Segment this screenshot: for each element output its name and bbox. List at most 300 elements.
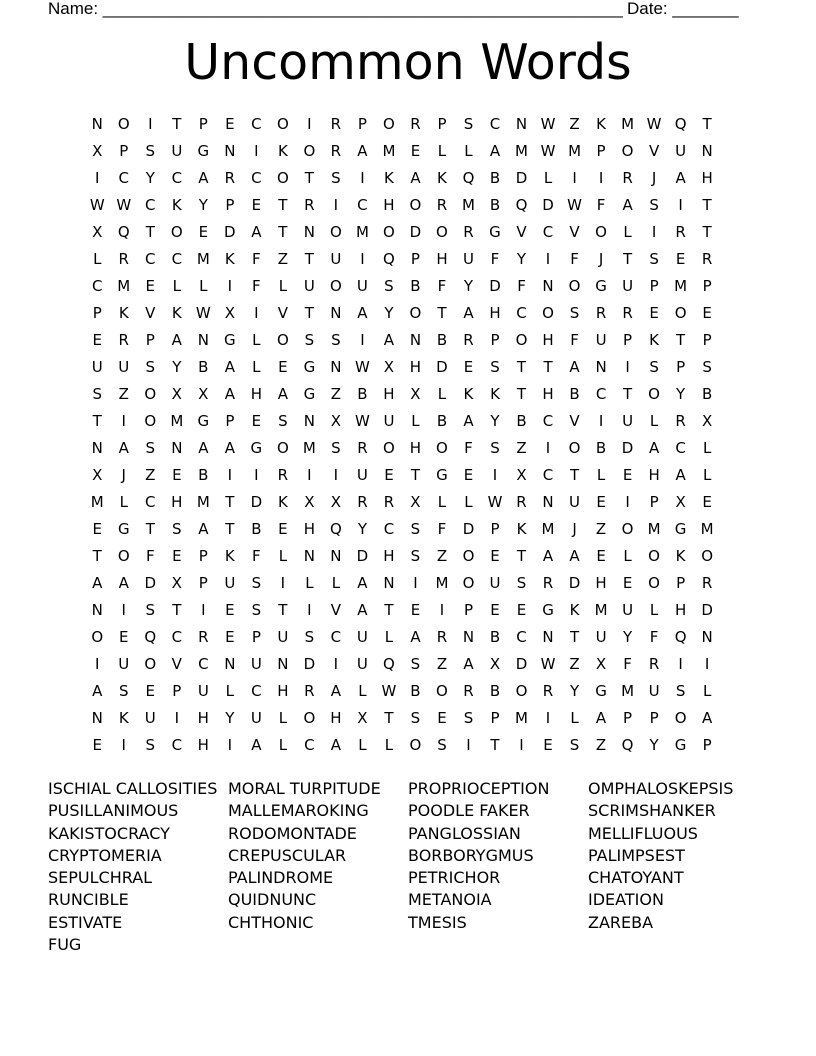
grid-letter: I xyxy=(360,331,365,349)
grid-letter: D xyxy=(409,223,422,241)
grid-letter: P xyxy=(463,601,473,619)
grid-letter: U xyxy=(489,574,501,592)
grid-letter: M xyxy=(462,196,475,214)
grid-letter: T xyxy=(145,520,155,538)
grid-letter: Y xyxy=(490,412,500,430)
grid-letter: A xyxy=(224,439,235,457)
word-list-item: KAKISTOCRACY xyxy=(48,823,170,843)
grid-letter: I xyxy=(519,736,524,754)
grid-letter: T xyxy=(225,520,235,538)
grid-letter: I xyxy=(413,574,418,592)
grid-letter: E xyxy=(596,547,606,565)
grid-letter: O xyxy=(462,547,475,565)
grid-letter: L xyxy=(570,709,579,727)
grid-letter: T xyxy=(569,466,580,484)
grid-letter: X xyxy=(489,655,501,673)
grid-letter: Y xyxy=(622,628,633,646)
grid-letter: Q xyxy=(674,115,687,133)
grid-letter: G xyxy=(197,412,210,430)
grid-letter: U xyxy=(303,277,315,295)
grid-letter: X xyxy=(410,493,421,511)
grid-letter: F xyxy=(596,196,606,214)
grid-letter: N xyxy=(171,439,183,457)
grid-letter: I xyxy=(121,601,126,619)
grid-letter: E xyxy=(172,466,182,484)
grid-letter: E xyxy=(384,466,394,484)
grid-letter: X xyxy=(92,223,103,241)
grid-letter: K xyxy=(277,493,288,511)
word-list-item: IDEATION xyxy=(588,890,664,910)
grid-letter: R xyxy=(357,439,368,457)
grid-letter: O xyxy=(144,412,157,430)
grid-letter: M xyxy=(700,520,714,538)
grid-letter: T xyxy=(384,601,394,619)
grid-letter: O xyxy=(515,682,528,700)
grid-letter: L xyxy=(252,331,261,349)
grid-letter: A xyxy=(569,547,580,565)
grid-letter: E xyxy=(410,142,421,160)
grid-letter: K xyxy=(490,385,500,403)
grid-letter: G xyxy=(595,682,607,700)
grid-letter: L xyxy=(437,493,447,511)
grid-letter: T xyxy=(702,223,712,241)
grid-letter: X xyxy=(701,412,713,430)
grid-letter: A xyxy=(357,304,368,322)
grid-letter: E xyxy=(225,628,235,646)
grid-letter: O xyxy=(383,439,395,457)
grid-letter: N xyxy=(330,547,342,565)
grid-letter: C xyxy=(171,736,183,754)
grid-letter: S xyxy=(437,736,447,754)
grid-letter: R xyxy=(330,115,342,133)
word-list-item: CHATOYANT xyxy=(588,868,684,888)
grid-letter: K xyxy=(463,385,474,403)
grid-letter: C xyxy=(304,736,315,754)
grid-letter: G xyxy=(489,223,501,241)
grid-letter: S xyxy=(145,736,156,754)
grid-letter: K xyxy=(596,115,606,133)
grid-letter: O xyxy=(462,574,475,592)
grid-letter: E xyxy=(596,493,606,511)
grid-letter: E xyxy=(145,682,156,700)
grid-letter: D xyxy=(568,574,581,592)
grid-letter: K xyxy=(437,169,447,187)
grid-letter: Z xyxy=(277,250,288,268)
letter-grid xyxy=(84,111,720,759)
grid-letter: S xyxy=(649,358,659,376)
grid-letter: H xyxy=(197,709,209,727)
grid-letter: X xyxy=(383,358,395,376)
grid-letter: I xyxy=(678,655,683,673)
grid-letter: R xyxy=(118,250,129,268)
grid-letter: E xyxy=(172,547,182,565)
grid-letter: P xyxy=(490,709,500,727)
grid-letter: O xyxy=(674,709,687,727)
word-list-item xyxy=(408,934,588,956)
grid-letter: S xyxy=(92,385,103,403)
grid-letter: D xyxy=(489,277,501,295)
grid-letter: P xyxy=(649,277,659,295)
grid-letter: B xyxy=(701,385,713,403)
grid-letter: I xyxy=(545,709,551,727)
grid-letter: O xyxy=(621,142,634,160)
word-list-item: MORAL TURPITUDE xyxy=(228,779,381,798)
grid-letter: Y xyxy=(172,358,182,376)
grid-letter: S xyxy=(251,601,262,619)
grid-letter: T xyxy=(622,250,633,268)
grid-letter: L xyxy=(252,358,261,376)
grid-letter: A xyxy=(542,547,554,565)
word-list-item: PALIMPSEST xyxy=(588,845,685,865)
grid-letter: O xyxy=(674,304,687,322)
word-list-item: PETRICHOR xyxy=(408,868,501,888)
grid-letter: B xyxy=(595,439,607,457)
grid-letter: X xyxy=(198,385,209,403)
grid-letter: A xyxy=(330,682,342,700)
grid-letter: X xyxy=(595,655,607,673)
word-list-item: OMPHALOSKEPSIS xyxy=(588,779,734,798)
grid-letter: M xyxy=(196,493,210,511)
grid-letter: M xyxy=(674,277,688,295)
grid-letter: F xyxy=(464,439,473,457)
grid-letter: I xyxy=(121,412,126,430)
grid-letter: U xyxy=(118,655,130,673)
grid-letter: P xyxy=(596,142,606,160)
grid-letter: I xyxy=(651,223,657,241)
grid-letter: N xyxy=(91,709,103,727)
grid-letter: I xyxy=(95,169,100,187)
grid-letter: E xyxy=(198,223,209,241)
grid-letter: N xyxy=(542,493,554,511)
grid-letter: S xyxy=(516,574,527,592)
grid-letter: W xyxy=(540,655,556,673)
grid-letter: L xyxy=(411,412,420,430)
grid-letter: M xyxy=(382,142,396,160)
word-list-item xyxy=(228,934,408,956)
grid-letter: P xyxy=(676,574,686,592)
grid-letter: U xyxy=(462,250,474,268)
grid-letter: I xyxy=(121,736,126,754)
grid-letter: B xyxy=(198,358,209,376)
grid-letter: H xyxy=(542,331,554,349)
grid-letter: H xyxy=(277,682,289,700)
grid-letter: R xyxy=(383,493,395,511)
grid-letter: L xyxy=(93,250,102,268)
word-list-item: MALLEMAROKING xyxy=(228,801,369,821)
grid-letter: P xyxy=(119,142,129,160)
grid-letter: W xyxy=(540,142,556,160)
grid-letter: I xyxy=(360,169,365,187)
grid-letter: U xyxy=(356,277,368,295)
grid-letter: N xyxy=(303,547,315,565)
grid-letter: S xyxy=(172,520,182,538)
grid-letter: S xyxy=(649,196,659,214)
grid-letter: U xyxy=(277,628,289,646)
grid-letter: A xyxy=(410,628,421,646)
grid-letter: E xyxy=(675,250,686,268)
grid-letter: A xyxy=(330,736,342,754)
grid-letter: U xyxy=(622,277,634,295)
grid-letter: N xyxy=(701,628,713,646)
grid-letter: C xyxy=(542,466,554,484)
grid-letter: C xyxy=(145,250,156,268)
grid-letter: F xyxy=(490,250,500,268)
grid-letter: X xyxy=(92,142,103,160)
grid-letter: T xyxy=(622,385,633,403)
grid-letter: M xyxy=(647,520,661,538)
grid-letter: C xyxy=(383,520,395,538)
grid-letter: U xyxy=(595,331,607,349)
grid-letter: S xyxy=(569,304,580,322)
grid-letter: T xyxy=(516,358,527,376)
grid-letter: U xyxy=(250,709,262,727)
grid-letter: Q xyxy=(515,196,528,214)
grid-letter: O xyxy=(436,682,448,700)
word-list-item: SCRIMSHANKER xyxy=(588,801,716,821)
grid-letter: C xyxy=(675,439,686,457)
grid-letter: E xyxy=(463,466,474,484)
grid-letter: N xyxy=(462,628,475,646)
grid-letter: H xyxy=(383,196,395,214)
grid-letter: H xyxy=(701,169,713,187)
grid-letter: F xyxy=(252,547,261,565)
grid-letter: I xyxy=(201,601,206,619)
grid-letter: S xyxy=(145,439,156,457)
grid-letter: O xyxy=(383,115,395,133)
grid-letter: P xyxy=(225,412,235,430)
word-list-item: POODLE FAKER xyxy=(408,801,530,821)
grid-letter: F xyxy=(252,277,261,295)
grid-letter: M xyxy=(117,277,131,295)
grid-letter: K xyxy=(118,709,129,727)
grid-letter: E xyxy=(490,547,500,565)
grid-letter: B xyxy=(489,196,501,214)
grid-letter: O xyxy=(144,655,157,673)
grid-letter: T xyxy=(702,115,712,133)
grid-letter: W xyxy=(354,412,370,430)
grid-letter: I xyxy=(625,358,630,376)
grid-letter: M xyxy=(355,223,369,241)
grid-letter: U xyxy=(648,682,660,700)
grid-letter: E xyxy=(278,358,288,376)
grid-letter: O xyxy=(329,223,342,241)
word-list-item: RODOMONTADE xyxy=(228,823,357,843)
grid-letter: I xyxy=(333,466,339,484)
name-field-label: Name: _______________________________________________________ xyxy=(48,0,623,18)
grid-letter: O xyxy=(648,547,660,565)
grid-letter: F xyxy=(437,277,447,295)
grid-letter: H xyxy=(303,520,316,538)
grid-letter: Z xyxy=(595,736,607,754)
grid-letter: N xyxy=(383,574,395,592)
grid-letter: O xyxy=(436,439,448,457)
word-list-item: ESTIVATE xyxy=(48,912,123,932)
grid-letter: R xyxy=(198,628,209,646)
grid-letter: L xyxy=(464,142,473,160)
grid-letter: H xyxy=(674,601,687,619)
grid-letter: K xyxy=(224,547,235,565)
grid-letter: A xyxy=(92,682,103,700)
grid-letter: H xyxy=(595,574,607,592)
grid-letter: X xyxy=(224,304,235,322)
grid-letter: R xyxy=(357,493,368,511)
grid-letter: Q xyxy=(117,223,130,241)
grid-letter: O xyxy=(648,574,660,592)
word-list-item: CRYPTOMERIA xyxy=(48,845,162,865)
grid-letter: X xyxy=(330,493,342,511)
grid-letter: S xyxy=(490,358,500,376)
grid-letter: M xyxy=(568,142,582,160)
grid-letter: B xyxy=(516,412,527,430)
grid-letter: E xyxy=(437,709,447,727)
grid-letter: L xyxy=(464,493,473,511)
word-list xyxy=(48,778,768,956)
word-list-item: ISCHIAL CALLOSITIES xyxy=(48,779,218,798)
grid-letter: P xyxy=(623,331,633,349)
grid-letter: V xyxy=(330,601,342,619)
grid-letter: O xyxy=(91,628,104,646)
grid-letter: Z xyxy=(118,385,129,403)
grid-letter: F xyxy=(437,520,447,538)
grid-letter: D xyxy=(436,358,448,376)
grid-letter: N xyxy=(330,304,342,322)
grid-letter: I xyxy=(704,655,710,673)
grid-letter: Q xyxy=(621,736,634,754)
grid-letter: I xyxy=(678,196,683,214)
grid-letter: S xyxy=(384,277,394,295)
grid-letter: W xyxy=(116,196,132,214)
grid-letter: A xyxy=(463,304,474,322)
grid-letter: C xyxy=(145,196,156,214)
grid-letter: E xyxy=(92,520,102,538)
grid-letter: P xyxy=(702,331,712,349)
grid-letter: A xyxy=(357,574,368,592)
grid-letter: O xyxy=(117,547,130,565)
grid-letter: K xyxy=(171,304,182,322)
grid-letter: K xyxy=(649,331,659,349)
date-field-label: Date: _______ xyxy=(627,0,739,18)
grid-letter: X xyxy=(675,493,686,511)
grid-letter: A xyxy=(357,601,368,619)
grid-letter: W xyxy=(195,304,211,322)
grid-letter: H xyxy=(383,547,395,565)
grid-letter: A xyxy=(701,709,713,727)
grid-letter: B xyxy=(489,682,501,700)
word-list-item: FUG xyxy=(48,935,82,955)
grid-letter: O xyxy=(409,736,422,754)
grid-letter: P xyxy=(649,709,659,727)
word-list-item: PANGLOSSIAN xyxy=(408,823,521,843)
grid-letter: F xyxy=(252,250,261,268)
grid-letter: L xyxy=(278,277,288,295)
grid-letter: I xyxy=(280,574,286,592)
grid-letter: K xyxy=(277,142,288,160)
grid-letter: F xyxy=(570,331,579,349)
grid-letter: Z xyxy=(436,655,448,673)
grid-letter: I xyxy=(174,709,180,727)
grid-letter: T xyxy=(702,196,712,214)
grid-letter: C xyxy=(92,277,103,295)
grid-letter: I xyxy=(333,196,339,214)
grid-letter: I xyxy=(545,250,551,268)
grid-letter: G xyxy=(303,358,316,376)
grid-letter: U xyxy=(595,628,607,646)
grid-letter: F xyxy=(570,250,579,268)
grid-letter: W xyxy=(540,115,556,133)
word-list-item: QUIDNUNC xyxy=(228,890,317,910)
grid-letter: I xyxy=(148,115,153,133)
grid-letter: H xyxy=(409,439,422,457)
grid-letter: X xyxy=(516,466,527,484)
grid-letter: T xyxy=(410,466,421,484)
grid-letter: S xyxy=(119,682,129,700)
grid-letter: P xyxy=(702,277,712,295)
grid-letter: Z xyxy=(516,439,527,457)
grid-letter: L xyxy=(623,547,632,565)
grid-letter: M xyxy=(621,115,635,133)
grid-letter: R xyxy=(330,142,342,160)
grid-letter: Q xyxy=(329,520,342,538)
grid-letter: K xyxy=(384,169,394,187)
grid-letter: E xyxy=(92,331,102,349)
grid-letter: R xyxy=(463,223,474,241)
grid-letter: W xyxy=(487,493,503,511)
grid-letter: I xyxy=(466,736,471,754)
grid-letter: T xyxy=(145,223,155,241)
grid-letter: D xyxy=(224,223,236,241)
grid-letter: H xyxy=(330,709,342,727)
grid-letter: O xyxy=(542,304,554,322)
grid-letter: Y xyxy=(463,277,474,295)
grid-letter: O xyxy=(276,115,289,133)
grid-letter: C xyxy=(251,115,262,133)
grid-letter: M xyxy=(196,250,210,268)
grid-letter: T xyxy=(278,223,288,241)
grid-letter: P xyxy=(357,115,367,133)
grid-letter: T xyxy=(278,601,288,619)
grid-letter: L xyxy=(649,412,659,430)
grid-letter: U xyxy=(250,655,262,673)
grid-letter: P xyxy=(92,304,102,322)
grid-letter: K xyxy=(224,250,235,268)
grid-letter: A xyxy=(277,385,288,403)
grid-letter: H xyxy=(250,385,262,403)
grid-letter: D xyxy=(515,169,528,187)
grid-letter: B xyxy=(251,520,262,538)
grid-letter: A xyxy=(251,736,262,754)
grid-letter: I xyxy=(307,601,312,619)
grid-letter: A xyxy=(569,358,580,376)
word-list-item: ZAREBA xyxy=(588,912,654,932)
grid-letter: G xyxy=(674,736,687,754)
grid-letter: T xyxy=(304,169,314,187)
grid-letter: A xyxy=(224,358,235,376)
grid-letter: V xyxy=(648,142,660,160)
grid-letter: S xyxy=(702,358,712,376)
grid-letter: V xyxy=(145,304,156,322)
word-list-item: PUSILLANIMOUS xyxy=(48,801,179,821)
grid-letter: J xyxy=(651,169,657,187)
grid-letter: Q xyxy=(674,628,687,646)
grid-letter: N xyxy=(91,115,103,133)
grid-letter: U xyxy=(224,574,236,592)
grid-letter: C xyxy=(542,412,554,430)
grid-letter: R xyxy=(701,250,713,268)
grid-letter: U xyxy=(356,466,368,484)
grid-letter: I xyxy=(598,169,604,187)
grid-letter: T xyxy=(437,304,447,322)
grid-letter: P xyxy=(676,358,686,376)
